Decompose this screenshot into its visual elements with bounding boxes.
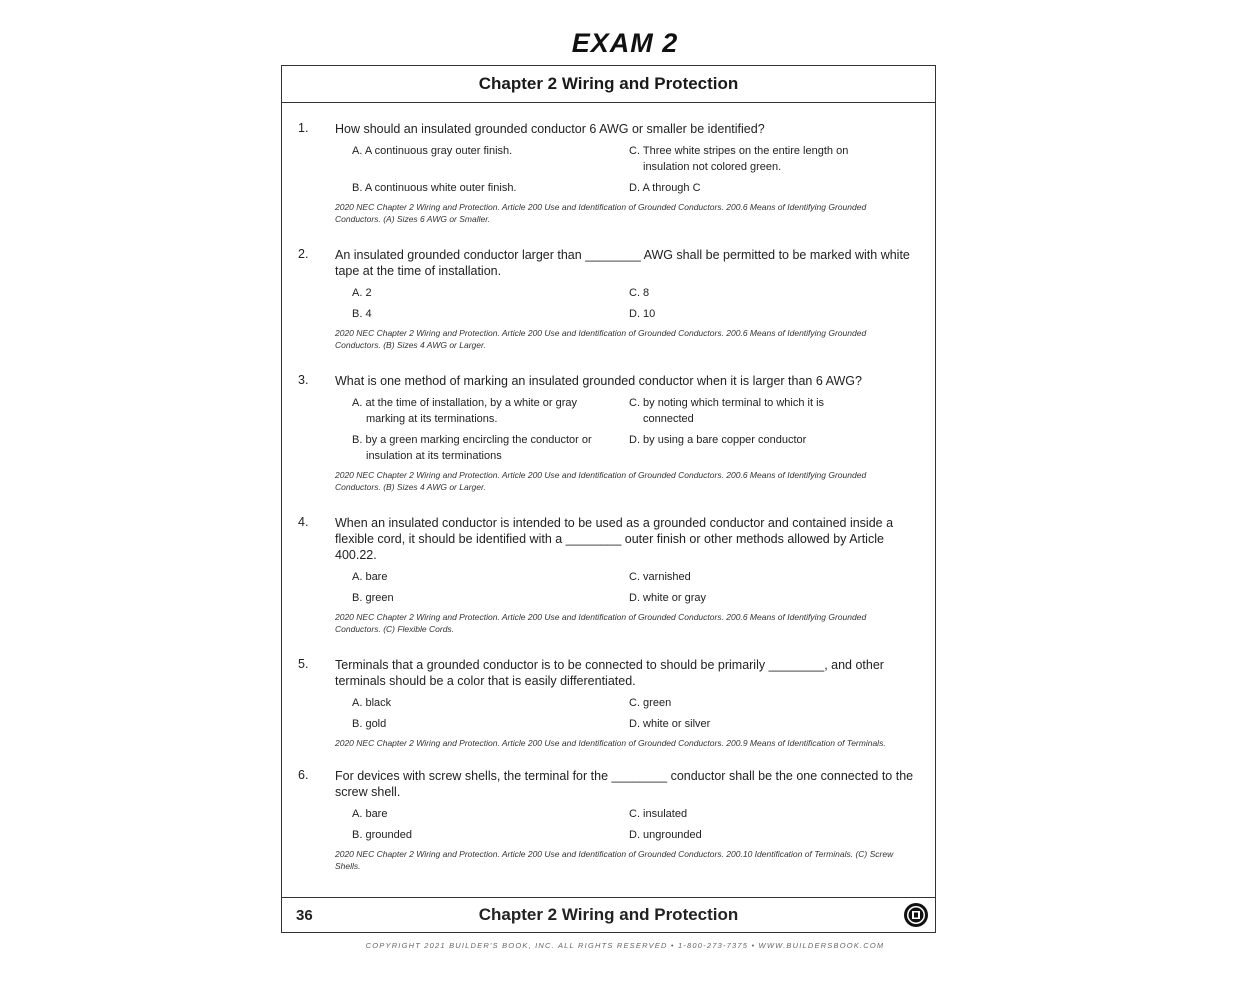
question-number: 4.	[298, 515, 309, 529]
question-text: Terminals that a grounded conductor is to be connected to should be primarily ________, and other terminals should be a color that is easily differentiated.	[335, 658, 884, 688]
option-c: C. by noting which terminal to which it is connected	[629, 397, 825, 425]
question-number: 5.	[298, 657, 309, 671]
option-c: C. insulated	[629, 808, 688, 820]
chapter-header: Chapter 2 Wiring and Protection	[282, 66, 935, 103]
page-frame	[281, 65, 936, 933]
option-d: D. white or gray	[629, 592, 707, 604]
copyright-line: COPYRIGHT 2021 BUILDER'S BOOK, INC. ALL RIGHTS RESERVED • 1-800-273-7375 • WWW.BUILDERSBOOK.COM	[365, 941, 885, 950]
option-d: D. A through C	[629, 182, 701, 194]
option-b: B. 4	[352, 308, 372, 320]
option-a: A. 2	[352, 287, 372, 299]
option-a: A. bare	[352, 808, 388, 820]
option-d: D. 10	[629, 308, 656, 320]
builders-book-logo-icon	[903, 902, 929, 928]
question-text: For devices with screw shells, the terminal for the ________ conductor shall be the one connected to the screw shell.	[335, 769, 914, 799]
question-text: What is one method of marking an insulated grounded conductor when it is larger than 6 AWG?	[335, 374, 862, 388]
option-c: C. Three white stripes on the entire length on insulation not colored green.	[629, 145, 849, 173]
nec-reference: 2020 NEC Chapter 2 Wiring and Protection. Article 200 Use and Identification of Grounded Conductors. 200.6 Means of Identifying Grounded Conductors. (C) Flexible Cords.	[335, 612, 867, 634]
option-b: B. green	[352, 592, 394, 604]
question-number: 2.	[298, 247, 309, 261]
footer-title: Chapter 2 Wiring and Protection	[478, 905, 739, 924]
question-text: How should an insulated grounded conductor 6 AWG or smaller be identified?	[335, 122, 765, 136]
option-d: D. ungrounded	[629, 829, 702, 841]
nec-reference: 2020 NEC Chapter 2 Wiring and Protection. Article 200 Use and Identification of Grounded Conductors. 200.6 Means of Identifying Grounded Conductors. (B) Sizes 4 AWG or Larger.	[335, 328, 867, 350]
nec-reference: 2020 NEC Chapter 2 Wiring and Protection. Article 200 Use and Identification of Grounded Conductors. 200.6 Means of Identifying Grounded Conductors. (A) Sizes 6 AWG or Smaller.	[335, 202, 867, 224]
option-b: B. by a green marking encircling the conductor or insulation at its terminations	[352, 434, 592, 462]
option-c: C. varnished	[629, 571, 691, 583]
question-number: 1.	[298, 121, 309, 135]
option-a: A. bare	[352, 571, 388, 583]
nec-reference: 2020 NEC Chapter 2 Wiring and Protection. Article 200 Use and Identification of Grounded Conductors. 200.9 Means of Identification of Terminals.	[335, 738, 886, 748]
question-number: 3.	[298, 373, 309, 387]
question-text: When an insulated conductor is intended to be used as a grounded conductor and contained inside a flexible cord, it should be identified with a ________ outer finish or other methods allowed by Article 400.22.	[335, 516, 894, 562]
option-c: C. 8	[629, 287, 650, 299]
option-b: B. gold	[352, 718, 387, 730]
question-number: 6.	[298, 768, 309, 782]
nec-reference: 2020 NEC Chapter 2 Wiring and Protection. Article 200 Use and Identification of Grounded Conductors. 200.10 Identification of Terminals. (C) Screw Shells.	[335, 849, 894, 871]
exam-title: EXAM 2	[571, 28, 679, 58]
page-number: 36	[296, 906, 313, 924]
nec-reference: 2020 NEC Chapter 2 Wiring and Protection. Article 200 Use and Identification of Grounded Conductors. 200.6 Means of Identifying Grounded Conductors. (B) Sizes 4 AWG or Larger.	[335, 470, 867, 492]
option-b: B. A continuous white outer finish.	[352, 182, 517, 194]
option-a: A. black	[352, 697, 392, 709]
option-d: D. white or silver	[629, 718, 711, 730]
option-a: A. A continuous gray outer finish.	[352, 145, 513, 157]
option-d: D. by using a bare copper conductor	[629, 434, 807, 446]
option-b: B. grounded	[352, 829, 412, 841]
option-c: C. green	[629, 697, 672, 709]
question-text: An insulated grounded conductor larger than ________ AWG shall be permitted to be marked with white tape at the time of installation.	[335, 248, 910, 278]
page-footer	[282, 897, 935, 932]
option-a: A. at the time of installation, by a white or gray marking at its terminations.	[352, 397, 578, 425]
